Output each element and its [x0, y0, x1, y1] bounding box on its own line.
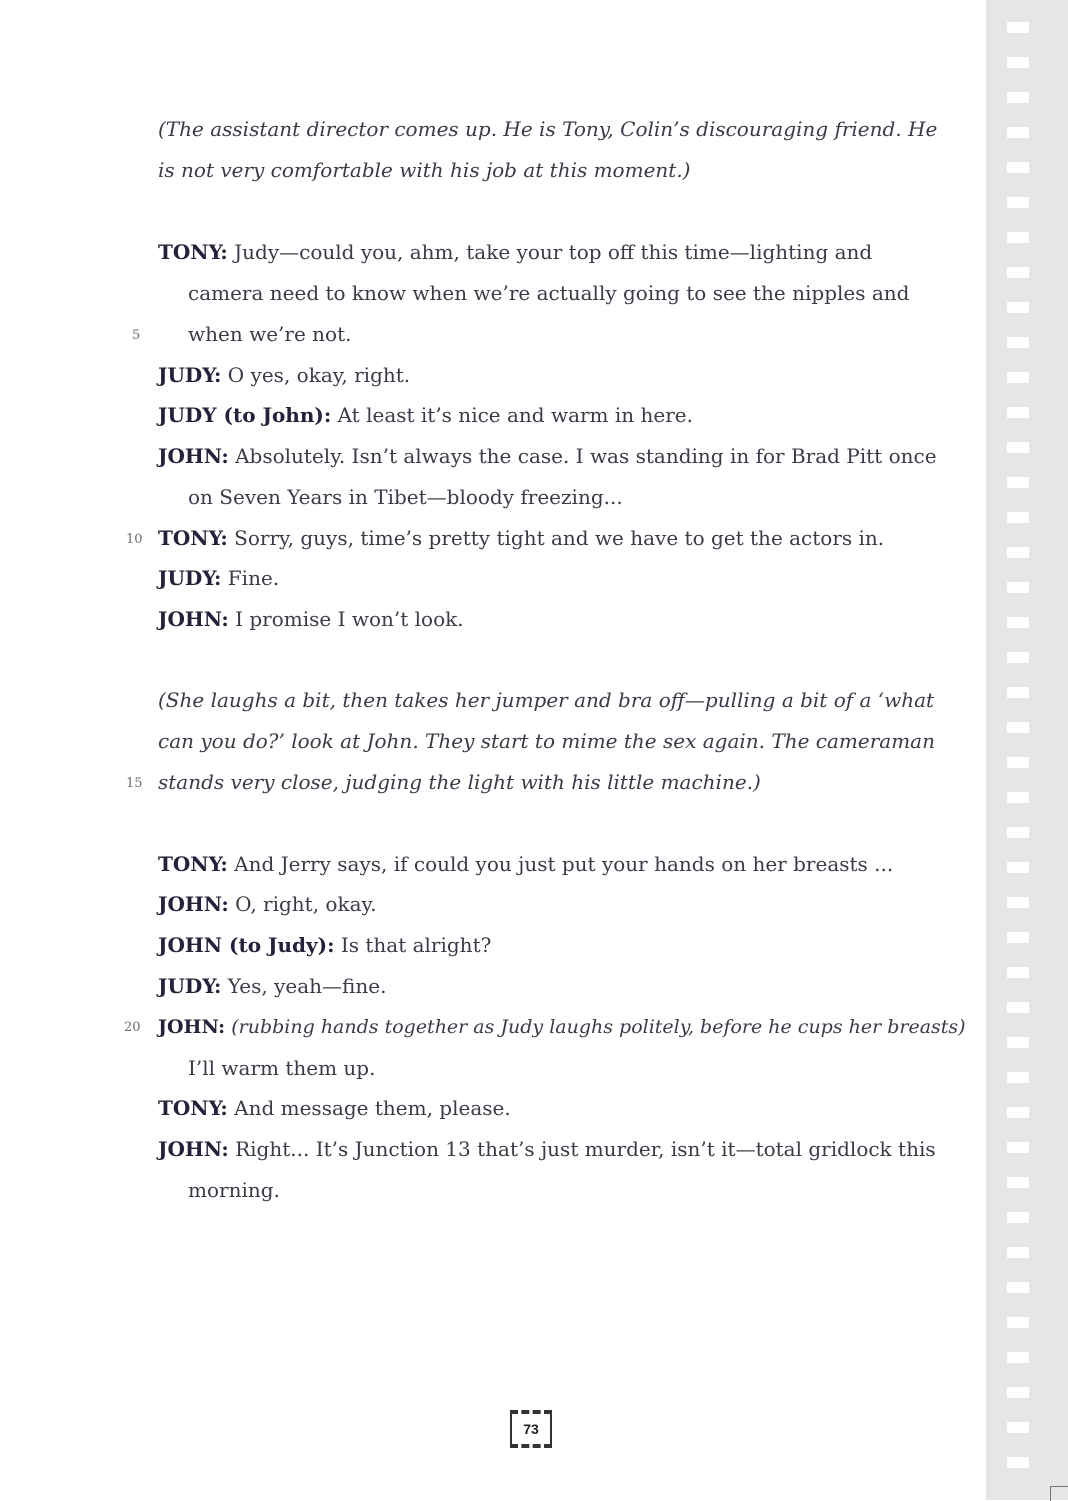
stage-direction: (She laughs a bit, then takes her jumper and bra off—pulling a bit of a ‘what can you do?’ look at John. They start to mime the sex again. The cameraman stands very close, judging the light with his little machine.) — [158, 688, 935, 794]
speaker-name: JUDY: — [158, 566, 222, 590]
dialogue-line — [158, 355, 958, 396]
film-sprocket-hole — [1007, 1072, 1029, 1083]
page-number-badge — [510, 1410, 552, 1448]
dialogue-text: I’ll warm them up. — [188, 1056, 376, 1080]
speaker-name: JOHN: — [158, 1137, 229, 1161]
film-sprocket-hole — [1007, 757, 1029, 768]
film-sprocket-hole — [1007, 967, 1029, 978]
film-sprocket-hole — [1007, 1282, 1029, 1293]
dialogue-line — [158, 844, 958, 885]
dialogue-text: Fine. — [227, 566, 280, 590]
film-sprocket-hole — [1007, 1107, 1029, 1118]
line-number: 10 — [126, 532, 143, 547]
film-sprocket-hole — [1007, 547, 1029, 558]
dialogue-text: Sorry, guys, time’s pretty tight and we have to get the actors in. — [234, 526, 885, 550]
film-sprocket-hole — [1007, 407, 1029, 418]
parenthetical-direction: (rubbing hands together as Judy laughs politely, before he cups her breasts) — [231, 1016, 966, 1038]
dialogue-text: O, right, okay. — [235, 892, 377, 916]
speaker-name: TONY: — [158, 526, 228, 550]
dialogue-line — [158, 1088, 958, 1129]
film-sprocket-hole — [1007, 127, 1029, 138]
dialogue-line — [158, 966, 958, 1007]
speaker-name: JUDY: — [158, 974, 222, 998]
film-strip-border — [986, 0, 1068, 1500]
film-sprocket-hole — [1007, 897, 1029, 908]
film-sprocket-hole — [1007, 1422, 1029, 1433]
film-sprocket-hole — [1007, 372, 1029, 383]
film-sprocket-hole — [1007, 932, 1029, 943]
film-sprocket-hole — [1007, 22, 1029, 33]
film-sprocket-hole — [1007, 1352, 1029, 1363]
film-sprocket-hole — [1007, 582, 1029, 593]
dialogue-text: I promise I won’t look. — [235, 607, 464, 631]
dialogue-line — [158, 436, 958, 518]
film-sprocket-hole — [1007, 792, 1029, 803]
speaker-name: JOHN: — [158, 607, 229, 631]
speaker-name: JOHN: — [158, 1016, 226, 1038]
page-number: 73 — [523, 1421, 539, 1437]
dialogue-line — [158, 884, 958, 925]
dialogue-text: At least it’s nice and warm in here. — [337, 403, 693, 427]
film-sprocket-hole — [1007, 197, 1029, 208]
film-sprocket-hole — [1007, 862, 1029, 873]
film-sprocket-hole — [1007, 827, 1029, 838]
speaker-name: JUDY: — [158, 363, 222, 387]
film-sprocket-hole — [1007, 1317, 1029, 1328]
dialogue-line — [158, 232, 948, 355]
line-number: 20 — [124, 1020, 141, 1035]
film-sprocket-hole — [1007, 512, 1029, 523]
film-sprocket-hole — [1007, 1037, 1029, 1048]
speaker-name: TONY: — [158, 240, 228, 264]
film-sprocket-hole — [1007, 1212, 1029, 1223]
dialogue-line — [158, 1129, 958, 1211]
dialogue-text: Yes, yeah—fine. — [227, 974, 387, 998]
film-sprocket-hole — [1007, 617, 1029, 628]
film-sprocket-hole — [1007, 442, 1029, 453]
dialogue-line — [158, 518, 958, 559]
film-sprocket-hole — [1007, 337, 1029, 348]
speaker-name: TONY: — [158, 852, 228, 876]
line-number: 15 — [126, 776, 143, 791]
line-number: 5 — [132, 328, 141, 343]
film-sprocket-hole — [1007, 1247, 1029, 1258]
film-sprocket-hole — [1007, 687, 1029, 698]
film-sprocket-hole — [1007, 477, 1029, 488]
corner-crop-mark — [1050, 1486, 1068, 1501]
film-sprocket-hole — [1007, 1002, 1029, 1013]
stage-direction: (The assistant director comes up. He is Tony, Colin’s discouraging friend. He is not very comfortable with his job at this moment.) — [158, 117, 938, 182]
speaker-name: TONY: — [158, 1096, 228, 1120]
speaker-name: JOHN: — [158, 892, 229, 916]
dialogue-line — [158, 558, 958, 599]
dialogue-text: And Jerry says, if could you just put your hands on her breasts ... — [234, 852, 894, 876]
dialogue-line — [158, 395, 958, 436]
film-sprocket-hole — [1007, 92, 1029, 103]
dialogue-text: Is that alright? — [340, 933, 492, 957]
film-sprocket-hole — [1007, 1457, 1029, 1468]
dialogue-line — [188, 1048, 988, 1089]
film-sprocket-hole — [1007, 652, 1029, 663]
speaker-name: JOHN (to Judy): — [158, 933, 335, 957]
dialogue-text: Judy—could you, ahm, take your top off this time—lighting and camera need to know when we’re actually going to see the nipples and when we’re not. — [188, 240, 910, 346]
film-sprocket-hole — [1007, 1142, 1029, 1153]
film-sprocket-hole — [1007, 162, 1029, 173]
speaker-name: JUDY (to John): — [158, 403, 332, 427]
film-sprocket-hole — [1007, 232, 1029, 243]
film-sprocket-hole — [1007, 722, 1029, 733]
film-sprocket-hole — [1007, 1387, 1029, 1398]
film-sprocket-hole — [1007, 1177, 1029, 1188]
dialogue-line — [158, 599, 958, 640]
film-sprocket-hole — [1007, 57, 1029, 68]
speaker-name: JOHN: — [158, 444, 229, 468]
film-sprocket-hole — [1007, 302, 1029, 313]
dialogue-text: Absolutely. Isn’t always the case. I was standing in for Brad Pitt once on Seven Years in Tibet—bloody freezing... — [188, 444, 937, 509]
dialogue-text: O yes, okay, right. — [227, 363, 411, 387]
dialogue-line — [158, 925, 958, 966]
film-sprocket-hole — [1007, 267, 1029, 278]
dialogue-text: Right... It’s Junction 13 that’s just murder, isn’t it—total gridlock this morning. — [188, 1137, 936, 1202]
dialogue-line — [158, 1007, 966, 1048]
dialogue-text: And message them, please. — [234, 1096, 511, 1120]
